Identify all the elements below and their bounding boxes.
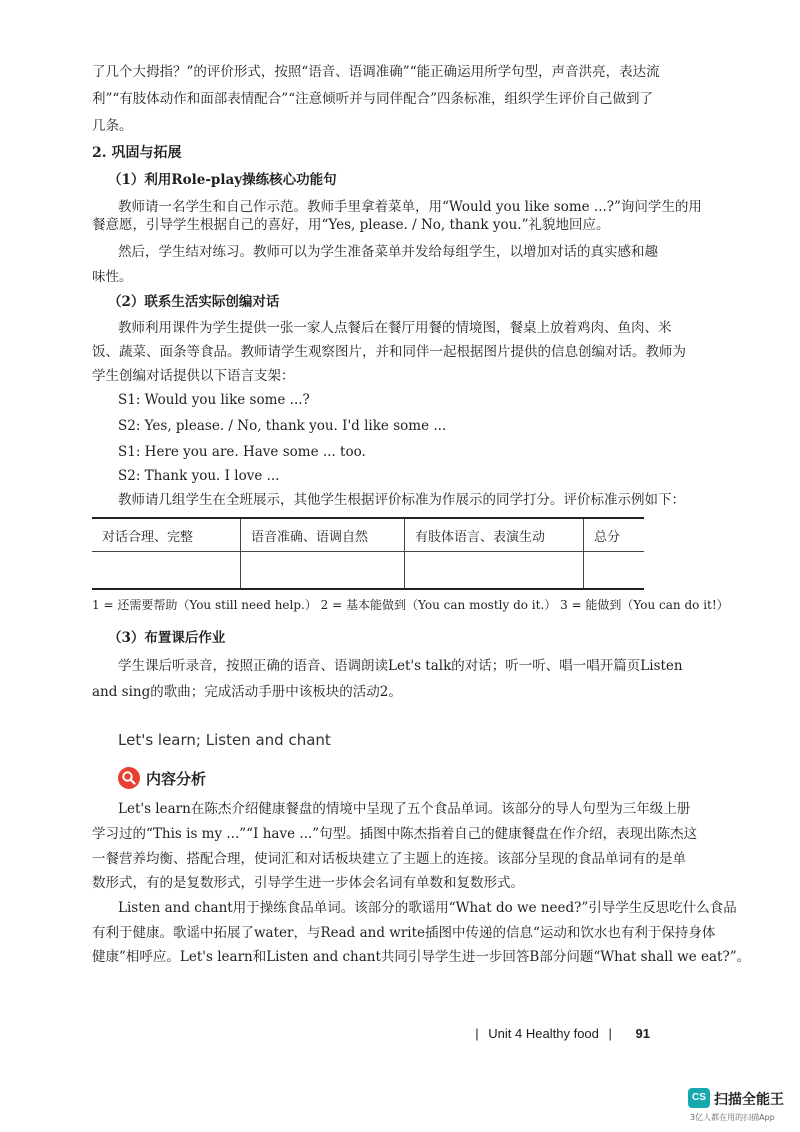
sub1-p1-line2: 餐意愿，引导学生根据自己的喜好，用“Yes, please. / No, thank you.”礼貌地回应。: [92, 217, 610, 233]
scanner-tagline: 3亿人都在用的扫描App: [690, 1113, 775, 1122]
section-2-heading: 2. 巩固与拓展: [92, 145, 182, 161]
intro-line-1: 了几个大拇指？”的评价形式，按照“语音、语调准确”“能正确运用所学句型，声音洪亮，表达流: [92, 64, 660, 80]
rubric-header: 有肢体语言、表演生动: [405, 518, 584, 552]
rubric-table: [92, 517, 644, 590]
scanner-watermark: [688, 1088, 798, 1128]
scanner-logo: CS: [688, 1088, 710, 1108]
footer-divider: |: [475, 1026, 479, 1041]
page-number: 91: [635, 1026, 650, 1041]
learn-p1-line4: 数形式，有的是复数形式，引导学生进一步体会名词有单数和复数形式。: [92, 875, 524, 891]
lets-learn-heading: Let's learn; Listen and chant: [118, 731, 331, 749]
footer-title: Healthy food: [525, 1026, 599, 1041]
rubric-header: 对话合理、完整: [92, 518, 241, 552]
rubric-cell: [241, 552, 405, 590]
sub-3-heading: （3）布置课后作业: [108, 630, 226, 646]
content-analysis-title: 内容分析: [146, 770, 207, 788]
intro-line-2: 利”“有肢体动作和面部表情配合”“注意倾听并与同伴配合”四条标准，组织学生评价自己做到了: [92, 91, 654, 107]
sub3-p1-line2: and sing的歌曲；完成活动手册中该板块的活动2。: [92, 684, 402, 700]
sub1-p2-line2: 味性。: [92, 269, 133, 285]
dialogue-line: S2: Thank you. I love ...: [118, 468, 280, 484]
intro-line-3: 几条。: [92, 118, 133, 134]
learn-p1-line2: 学习过的“This is my ...”“I have ...”句型。插图中陈杰指着自己的健康餐盘在作介绍，表现出陈杰这: [92, 826, 698, 842]
rubric-cell: [405, 552, 584, 590]
dialogue-line: S1: Here you are. Have some ... too.: [118, 444, 366, 460]
search-icon: [118, 767, 140, 789]
sub-1-heading: （1）利用Role-play操练核心功能句: [108, 172, 337, 188]
dialogue-line: S1: Would you like some ...?: [118, 392, 310, 408]
learn-p1-line1: Let's learn在陈杰介绍健康餐盘的情境中呈现了五个食品单词。该部分的导人句型为三年级上册: [118, 801, 691, 817]
sub1-p1-line1: 教师请一名学生和自己作示范。教师手里拿着菜单，用“Would you like some ...?”询问学生的用: [118, 199, 702, 215]
sub2-p1-line2: 饭、蔬菜、面条等食品。教师请学生观察图片，并和同伴一起根据图片提供的信息创编对话。教师为: [92, 344, 686, 360]
sub1-p2-line1: 然后，学生结对练习。教师可以为学生准备菜单并发给每组学生，以增加对话的真实感和趣: [118, 244, 658, 260]
rubric-score-row: [92, 552, 644, 590]
footer-unit: Unit 4: [488, 1026, 523, 1041]
rubric-cell: [92, 552, 241, 590]
rubric-header-row: [92, 518, 644, 552]
rubric-header: 总分: [584, 518, 645, 552]
page-footer: [469, 1026, 650, 1041]
sub2-p2: 教师请几组学生在全班展示，其他学生根据评价标准为作展示的同学打分。评价标准示例如下：: [118, 492, 685, 508]
dialogue-line: S2: Yes, please. / No, thank you. I'd like some ...: [118, 418, 447, 434]
rubric-note: 1 = 还需要帮助（You still need help.） 2 = 基本能做到（You can mostly do it.） 3 = 能做到（You can do it!）: [92, 598, 729, 612]
footer-divider: |: [608, 1026, 612, 1041]
sub3-p1-line1: 学生课后听录音，按照正确的语音、语调朗读Let's talk的对话；听一听、唱一唱开篇页Listen: [118, 658, 683, 674]
learn-p2-line2: 有利于健康。歌谣中拓展了water，与Read and write插图中传递的信息“运动和饮水也有利于保持身体: [92, 925, 716, 941]
learn-p2-line3: 健康”相呼应。Let's learn和Listen and chant共同引导学生进一步回答B部分问题“What shall we eat?”。: [92, 949, 751, 965]
rubric-cell: [584, 552, 645, 590]
learn-p2-line1: Listen and chant用于操练食品单词。该部分的歌谣用“What do we need?”引导学生反思吃什么食品: [118, 900, 737, 916]
rubric-header: 语音准确、语调自然: [241, 518, 405, 552]
learn-p1-line3: 一餐营养均衡、搭配合理，使词汇和对话板块建立了主题上的连接。该部分呈现的食品单词有的是单: [92, 851, 686, 867]
sub-2-heading: （2）联系生活实际创编对话: [108, 294, 280, 310]
scanner-name: 扫描全能王: [714, 1092, 784, 1108]
sub2-p1-line3: 学生创编对话提供以下语言支架：: [92, 368, 295, 384]
sub2-p1-line1: 教师利用课件为学生提供一张一家人点餐后在餐厅用餐的情境图，餐桌上放着鸡肉、鱼肉、米: [118, 320, 672, 336]
